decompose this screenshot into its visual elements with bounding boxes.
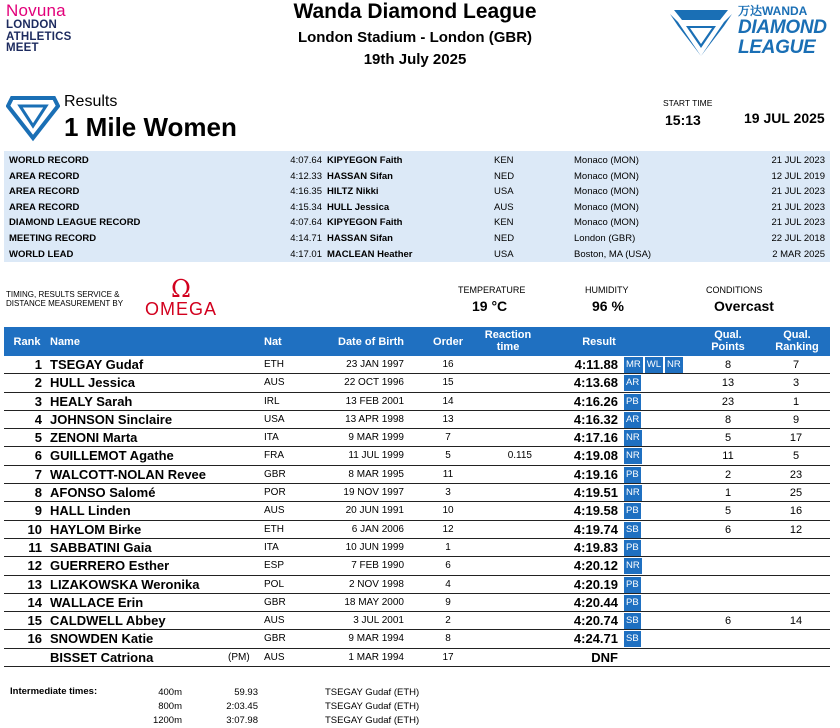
result-cell: 4:13.68 xyxy=(573,375,618,391)
nat-cell: AUS xyxy=(264,377,285,389)
record-row xyxy=(4,153,830,169)
nat-cell: GBR xyxy=(264,468,286,480)
nat-cell: GBR xyxy=(264,596,286,608)
athlete-name: HALL Linden xyxy=(50,503,131,519)
record-time: 4:16.35 xyxy=(290,186,322,198)
omega-logo xyxy=(138,275,224,319)
order-cell: 12 xyxy=(442,523,454,535)
qual-points-cell: 6 xyxy=(724,523,732,536)
order-cell: 16 xyxy=(442,359,454,370)
qual-ranking-cell: 25 xyxy=(789,487,803,500)
record-badge: NR xyxy=(624,430,642,446)
result-cell: 4:19.16 xyxy=(573,466,618,482)
record-venue: London (GBR) xyxy=(574,232,636,244)
record-badges xyxy=(624,357,683,373)
result-cell: 4:24.71 xyxy=(573,631,618,647)
intermediate-row xyxy=(0,714,840,728)
meet-name-line3: MEET xyxy=(6,42,39,54)
result-cell: 4:19.51 xyxy=(573,485,618,501)
table-row xyxy=(4,393,830,411)
record-badges xyxy=(624,540,641,556)
record-badges xyxy=(624,430,642,446)
athlete-name: BISSET Catriona xyxy=(50,649,154,665)
split-distance: 1200m xyxy=(152,715,182,726)
record-badge: SB xyxy=(624,631,641,647)
split-leader: TSEGAY Gudaf (ETH) xyxy=(325,687,420,698)
rank-cell: 9 xyxy=(34,503,42,519)
record-badges xyxy=(624,558,642,574)
rank-cell: 8 xyxy=(34,485,42,501)
nat-cell: AUS xyxy=(264,651,285,663)
rank-cell: 15 xyxy=(27,613,42,629)
intermediate-label: Intermediate times: xyxy=(10,686,98,697)
split-time: 3:07.98 xyxy=(226,715,258,726)
omega-name: OMEGA xyxy=(144,299,217,319)
intermediate-row xyxy=(0,700,840,714)
nat-cell: ITA xyxy=(264,432,279,444)
wanda-logo-text: 万达WANDA xyxy=(738,4,808,18)
record-holder: HASSAN Sifan xyxy=(327,232,393,244)
order-cell: 3 xyxy=(445,487,451,499)
table-row xyxy=(4,594,830,612)
humidity-value: 96 % xyxy=(592,298,624,314)
record-time: 4:15.34 xyxy=(290,201,322,213)
table-row xyxy=(4,411,830,429)
table-row xyxy=(4,521,830,539)
record-badge: NR xyxy=(624,485,642,501)
order-cell: 2 xyxy=(445,615,451,627)
rank-cell: 2 xyxy=(34,375,42,391)
nat-cell: AUS xyxy=(264,505,285,517)
start-time: 15:13 xyxy=(665,112,701,128)
record-time: 4:17.01 xyxy=(290,248,322,260)
result-cell: 4:20.12 xyxy=(573,558,618,574)
record-badge: AR xyxy=(624,412,641,428)
record-badges xyxy=(624,522,641,538)
record-time: 4:12.33 xyxy=(290,170,322,182)
order-cell: 14 xyxy=(442,395,454,407)
dob-cell: 3 JUL 2001 xyxy=(353,615,404,627)
record-badge: SB xyxy=(624,522,641,538)
order-cell: 13 xyxy=(442,413,454,425)
nat-cell: FRA xyxy=(264,450,284,462)
col-nat: Nat xyxy=(264,336,282,348)
dob-cell: 6 JAN 2006 xyxy=(351,523,404,535)
qual-points-cell: 6 xyxy=(724,615,732,628)
record-time: 4:14.71 xyxy=(290,232,322,244)
record-nat: KEN xyxy=(494,217,514,229)
order-cell: 1 xyxy=(445,541,451,553)
record-holder: HASSAN Sifan xyxy=(327,170,393,182)
table-row xyxy=(4,429,830,447)
split-time: 2:03.45 xyxy=(226,701,258,712)
record-badge: PB xyxy=(624,394,641,410)
athlete-name: JOHNSON Sinclaire xyxy=(50,411,173,427)
record-badges xyxy=(624,503,641,519)
novuna-logo xyxy=(6,2,71,55)
record-row xyxy=(4,200,830,216)
result-cell: 4:17.16 xyxy=(573,430,618,446)
split-time: 59.93 xyxy=(234,687,258,698)
record-badge: WL xyxy=(645,357,663,373)
record-holder: KIPYEGON Faith xyxy=(327,217,403,229)
qual-ranking-cell: 17 xyxy=(789,432,803,445)
col-reaction: Reaction time xyxy=(484,329,532,353)
table-row xyxy=(4,630,830,648)
humidity-label: HUMIDITY xyxy=(585,285,629,295)
rank-cell: 16 xyxy=(27,631,42,647)
rank-cell: 14 xyxy=(27,594,42,610)
conditions-label: CONDITIONS xyxy=(706,285,763,295)
split-distance: 800m xyxy=(158,701,182,712)
meet-date: 19th July 2025 xyxy=(363,51,467,68)
qual-points-cell: 11 xyxy=(722,450,734,463)
record-type: AREA RECORD xyxy=(9,186,80,198)
meet-title: Wanda Diamond League xyxy=(293,0,537,23)
timing-label: TIMING, RESULTS SERVICE & DISTANCE MEASUREMENT BY xyxy=(6,290,124,308)
qual-points-cell: 8 xyxy=(724,413,732,426)
record-badge: NR xyxy=(624,448,642,464)
col-order: Order xyxy=(433,336,463,348)
col-qual-points: Qual. Points xyxy=(711,329,745,353)
dob-cell: 20 JUN 1991 xyxy=(345,505,404,517)
nat-cell: AUS xyxy=(264,615,285,627)
record-badges xyxy=(624,375,641,391)
record-badges xyxy=(624,595,641,611)
temperature-label: TEMPERATURE xyxy=(458,285,526,295)
rank-cell: 10 xyxy=(27,521,42,537)
record-date: 21 JUL 2023 xyxy=(771,155,825,166)
record-badges xyxy=(624,631,641,647)
record-type: AREA RECORD xyxy=(9,170,80,182)
record-nat: USA xyxy=(494,248,514,260)
table-row xyxy=(4,484,830,502)
rank-cell: 13 xyxy=(27,576,42,592)
athlete-name: ZENONI Marta xyxy=(50,430,138,446)
dob-cell: 22 OCT 1996 xyxy=(344,377,404,389)
qual-points-cell: 5 xyxy=(724,432,732,445)
qual-points-cell: 2 xyxy=(724,468,732,481)
rank-cell: 1 xyxy=(34,357,42,372)
table-row xyxy=(4,356,830,374)
record-row xyxy=(4,169,830,185)
order-cell: 10 xyxy=(442,505,454,517)
record-type: MEETING RECORD xyxy=(9,232,97,244)
record-nat: NED xyxy=(494,232,515,244)
nat-cell: ETH xyxy=(264,359,284,370)
record-date: 21 JUL 2023 xyxy=(771,201,825,213)
split-leader: TSEGAY Gudaf (ETH) xyxy=(325,715,420,726)
record-type: WORLD RECORD xyxy=(9,155,89,166)
qual-ranking-cell: 5 xyxy=(792,450,800,463)
meet-name-line2: ATHLETICS xyxy=(6,30,72,43)
record-holder: KIPYEGON Faith xyxy=(327,155,403,166)
rank-cell: 4 xyxy=(34,411,42,427)
rank-cell: 3 xyxy=(34,393,42,409)
dob-cell: 10 JUN 1999 xyxy=(345,541,404,553)
record-holder: HILTZ Nikki xyxy=(327,186,379,198)
dob-cell: 9 MAR 1999 xyxy=(348,432,404,444)
dob-cell: 7 FEB 1990 xyxy=(351,560,404,572)
record-venue: Monaco (MON) xyxy=(574,201,639,213)
table-row xyxy=(4,576,830,594)
diamond-outline-icon xyxy=(6,94,60,142)
athlete-name: HULL Jessica xyxy=(50,375,136,391)
dob-cell: 19 NOV 1997 xyxy=(343,487,404,499)
rank-cell: 6 xyxy=(34,448,42,464)
dob-cell: 1 MAR 1994 xyxy=(348,651,404,663)
record-nat: AUS xyxy=(494,201,514,213)
col-qual-ranking: Qual. Ranking xyxy=(775,329,819,353)
record-badge: SB xyxy=(624,613,641,629)
record-date: 22 JUL 2018 xyxy=(771,232,825,244)
record-date: 21 JUL 2023 xyxy=(771,186,825,198)
record-badge: MR xyxy=(624,357,643,373)
athlete-name: TSEGAY Gudaf xyxy=(50,357,144,372)
record-row xyxy=(4,215,830,231)
diamond-league-logo xyxy=(668,4,834,62)
col-rank: Rank xyxy=(13,336,41,348)
record-badges xyxy=(624,485,642,501)
result-cell: 4:19.74 xyxy=(573,521,618,537)
order-cell: 15 xyxy=(442,377,454,389)
qual-ranking-cell: 1 xyxy=(792,395,800,408)
event-header xyxy=(0,90,840,146)
record-nat: NED xyxy=(494,170,515,182)
rank-cell: 7 xyxy=(34,466,42,482)
record-nat: USA xyxy=(494,186,514,198)
omega-icon: Ω xyxy=(171,275,191,303)
record-badges xyxy=(624,394,641,410)
record-row xyxy=(4,184,830,200)
record-badges xyxy=(624,412,641,428)
record-row xyxy=(4,231,830,247)
page-header xyxy=(0,0,840,86)
athlete-name: SNOWDEN Katie xyxy=(50,631,154,647)
table-row xyxy=(4,539,830,557)
record-badge: PB xyxy=(624,503,641,519)
qual-ranking-cell: 9 xyxy=(792,413,800,426)
dob-cell: 9 MAR 1994 xyxy=(348,633,404,645)
record-row xyxy=(4,247,830,263)
meet-name-line1: LONDON xyxy=(6,19,58,31)
result-cell: 4:20.19 xyxy=(573,576,618,592)
qual-points-cell: 5 xyxy=(724,505,732,518)
qual-ranking-cell: 16 xyxy=(789,505,803,518)
table-row xyxy=(4,649,830,667)
order-cell: 17 xyxy=(442,651,454,663)
record-date: 2 MAR 2025 xyxy=(772,248,825,260)
table-row xyxy=(4,466,830,484)
record-badges xyxy=(624,448,642,464)
nat-cell: POL xyxy=(264,578,285,590)
record-badges xyxy=(624,467,641,483)
result-cell: 4:11.88 xyxy=(574,357,618,372)
results-label: Results xyxy=(64,93,118,110)
record-venue: Monaco (MON) xyxy=(574,155,639,166)
split-distance: 400m xyxy=(158,687,182,698)
order-cell: 6 xyxy=(445,560,451,572)
qual-ranking-cell: 3 xyxy=(792,377,800,390)
nat-cell: POR xyxy=(264,487,286,499)
record-badge: PB xyxy=(624,595,641,611)
record-venue: Monaco (MON) xyxy=(574,217,639,229)
order-cell: 7 xyxy=(445,432,451,444)
qual-ranking-cell: 14 xyxy=(789,615,803,628)
record-holder: MACLEAN Heather xyxy=(327,248,413,260)
novuna-brand: Novuna xyxy=(6,1,66,20)
pacemaker-tag: (PM) xyxy=(228,651,250,663)
dob-cell: 13 FEB 2001 xyxy=(345,395,404,407)
dob-cell: 18 MAY 2000 xyxy=(344,596,404,608)
start-time-label: START TIME xyxy=(663,98,713,108)
record-badge: PB xyxy=(624,467,641,483)
table-row xyxy=(4,447,830,465)
diamond-text: DIAMOND xyxy=(738,17,827,38)
table-row xyxy=(4,374,830,392)
result-cell: DNF xyxy=(591,649,618,665)
record-badge: NR xyxy=(624,558,642,574)
qual-points-cell: 1 xyxy=(724,487,732,500)
nat-cell: ESP xyxy=(264,560,285,572)
qual-ranking-cell: 7 xyxy=(792,359,800,371)
athlete-name: LIZAKOWSKA Weronika xyxy=(50,576,200,592)
temperature-value: 19 °C xyxy=(472,298,508,314)
col-result: Result xyxy=(582,336,616,348)
record-date: 12 JUL 2019 xyxy=(771,170,825,182)
qual-points-cell: 23 xyxy=(721,395,735,408)
col-dob: Date of Birth xyxy=(338,336,404,348)
dob-cell: 11 JUL 1999 xyxy=(348,450,404,462)
rank-cell: 12 xyxy=(27,558,42,574)
athlete-name: SABBATINI Gaia xyxy=(50,539,152,555)
record-time: 4:07.64 xyxy=(290,217,322,229)
athlete-name: GUERRERO Esther xyxy=(50,558,170,574)
dob-cell: 23 JAN 1997 xyxy=(346,359,404,370)
dob-cell: 13 APR 1998 xyxy=(345,413,404,425)
split-leader: TSEGAY Gudaf (ETH) xyxy=(325,701,420,712)
table-row xyxy=(4,502,830,520)
record-type: WORLD LEAD xyxy=(9,248,74,260)
table-row xyxy=(4,557,830,575)
result-cell: 4:16.26 xyxy=(573,393,618,409)
reaction-cell: 0.115 xyxy=(507,450,532,462)
qual-points-cell: 8 xyxy=(724,359,732,371)
nat-cell: IRL xyxy=(264,395,280,407)
rank-cell: 5 xyxy=(34,430,42,446)
timing-conditions xyxy=(0,275,840,322)
result-cell: 4:19.08 xyxy=(573,448,618,464)
qual-points-cell: 13 xyxy=(721,377,735,390)
start-date: 19 JUL 2025 xyxy=(744,110,825,126)
result-cell: 4:19.58 xyxy=(573,503,618,519)
record-badge: PB xyxy=(624,577,641,593)
intermediate-row xyxy=(0,686,840,700)
col-name: Name xyxy=(50,336,80,348)
table-row xyxy=(4,612,830,630)
record-badge: AR xyxy=(624,375,641,391)
record-venue: Monaco (MON) xyxy=(574,186,639,198)
record-badges xyxy=(624,577,641,593)
order-cell: 9 xyxy=(445,596,451,608)
record-badge: PB xyxy=(624,540,641,556)
diamond-icon xyxy=(668,4,734,62)
result-cell: 4:20.44 xyxy=(573,594,618,610)
athlete-name: GUILLEMOT Agathe xyxy=(50,448,174,464)
order-cell: 11 xyxy=(442,468,454,480)
athlete-name: WALCOTT-NOLAN Revee xyxy=(50,466,207,482)
order-cell: 4 xyxy=(445,578,451,590)
result-cell: 4:20.74 xyxy=(573,613,618,629)
nat-cell: ITA xyxy=(264,541,279,553)
table-body xyxy=(4,356,830,667)
qual-ranking-cell: 12 xyxy=(789,523,803,536)
table-header xyxy=(4,327,830,356)
result-cell: 4:19.83 xyxy=(573,539,618,555)
athlete-name: HAYLOM Birke xyxy=(50,521,142,537)
record-venue: Monaco (MON) xyxy=(574,170,639,182)
results-table xyxy=(4,327,830,667)
athlete-name: HEALY Sarah xyxy=(50,393,133,409)
record-type: AREA RECORD xyxy=(9,201,80,213)
nat-cell: GBR xyxy=(264,633,286,645)
athlete-name: WALLACE Erin xyxy=(50,594,144,610)
record-nat: KEN xyxy=(494,155,514,166)
dob-cell: 2 NOV 1998 xyxy=(348,578,404,590)
record-holder: HULL Jessica xyxy=(327,201,390,213)
record-badge: NR xyxy=(665,357,683,373)
nat-cell: USA xyxy=(264,413,285,425)
record-date: 21 JUL 2023 xyxy=(771,217,825,229)
athlete-name: AFONSO Salomé xyxy=(50,485,156,501)
rank-cell: 11 xyxy=(28,539,42,555)
order-cell: 8 xyxy=(445,633,451,645)
meet-info xyxy=(250,0,580,70)
league-text: LEAGUE xyxy=(738,37,816,58)
qual-ranking-cell: 23 xyxy=(789,468,803,481)
athlete-name: CALDWELL Abbey xyxy=(50,613,166,629)
record-time: 4:07.64 xyxy=(290,155,322,166)
meet-venue: London Stadium - London (GBR) xyxy=(297,29,533,46)
order-cell: 5 xyxy=(445,450,451,462)
conditions-value: Overcast xyxy=(714,298,774,314)
dob-cell: 8 MAR 1995 xyxy=(348,468,404,480)
record-type: DIAMOND LEAGUE RECORD xyxy=(9,217,141,229)
event-name: 1 Mile Women xyxy=(64,112,237,142)
record-venue: Boston, MA (USA) xyxy=(574,248,652,260)
nat-cell: ETH xyxy=(264,523,284,535)
records-panel xyxy=(4,151,830,262)
record-badges xyxy=(624,613,641,629)
result-cell: 4:16.32 xyxy=(573,411,618,427)
